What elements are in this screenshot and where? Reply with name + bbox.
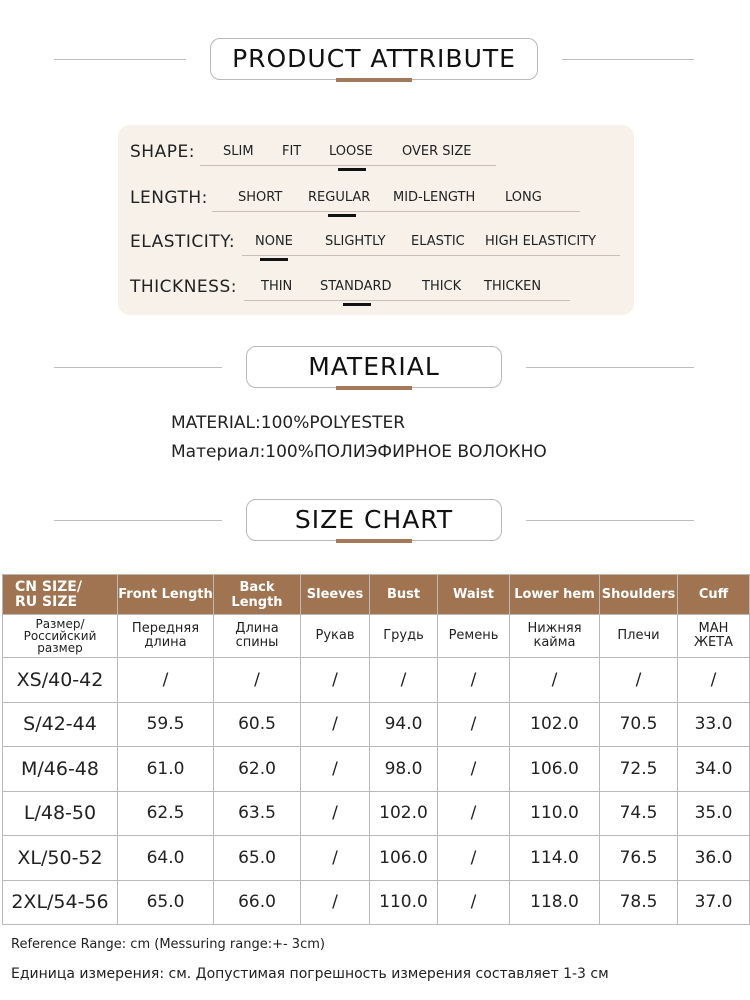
material-russian: Материал:100%ПОЛИЭФИРНОЕ ВОЛОКНО	[171, 442, 547, 462]
attribute-row-length	[130, 184, 630, 214]
table-row	[3, 702, 750, 747]
table-cell: Нижняя кайма	[510, 615, 600, 658]
attribute-option: SHORT	[238, 190, 283, 205]
size-chart-title	[246, 499, 502, 541]
divider-right	[526, 520, 694, 521]
table-cell: /	[370, 658, 438, 703]
table-cell: /	[118, 658, 214, 703]
table-cell: 78.5	[600, 880, 678, 925]
table-cell: /	[510, 658, 600, 703]
divider-left	[54, 367, 222, 368]
table-cell: 102.0	[510, 702, 600, 747]
title-accent-bar	[336, 539, 412, 543]
table-cell: /	[438, 658, 510, 703]
attribute-underline	[244, 300, 570, 301]
selected-marker	[260, 258, 288, 261]
table-cell: 102.0	[370, 791, 438, 836]
attribute-underline	[242, 255, 620, 256]
size-chart-table	[2, 574, 750, 925]
attribute-label: THICKNESS:	[130, 277, 237, 297]
table-row	[3, 836, 750, 881]
table-cell: /	[301, 747, 370, 792]
attribute-underline	[212, 211, 580, 212]
table-cell: 76.5	[600, 836, 678, 881]
table-cell: /	[301, 791, 370, 836]
table-cell: /	[438, 836, 510, 881]
table-header-english	[3, 575, 750, 615]
table-cell: /	[438, 880, 510, 925]
selected-marker	[338, 168, 366, 171]
attribute-option: STANDARD	[320, 279, 392, 294]
divider-right	[526, 367, 694, 368]
product-attribute-title-text: PRODUCT ATTRIBUTE	[232, 44, 516, 73]
table-cell: 34.0	[678, 747, 750, 792]
table-cell: Передняя длина	[118, 615, 214, 658]
table-cell: /	[301, 702, 370, 747]
attribute-option: SLIGHTLY	[325, 234, 386, 249]
table-cell: 110.0	[370, 880, 438, 925]
table-cell: 66.0	[214, 880, 301, 925]
attribute-option: NONE	[255, 234, 293, 249]
table-cell: 35.0	[678, 791, 750, 836]
table-cell: 118.0	[510, 880, 600, 925]
table-cell: /	[301, 658, 370, 703]
table-cell: /	[301, 836, 370, 881]
table-cell: 98.0	[370, 747, 438, 792]
table-cell: 94.0	[370, 702, 438, 747]
table-cell: 62.5	[118, 791, 214, 836]
title-accent-bar	[336, 386, 412, 390]
table-cell: МАН ЖЕТА	[678, 615, 750, 658]
attribute-label: ELASTICITY:	[130, 232, 236, 252]
table-row	[3, 658, 750, 703]
table-cell: Cuff	[678, 575, 750, 615]
product-attribute-title	[210, 38, 538, 80]
material-header	[0, 346, 750, 390]
size-label-cell: Размер/ Российский размер	[3, 615, 118, 658]
attribute-label: SHAPE:	[130, 142, 195, 162]
size-label-cell: M/46-48	[3, 747, 118, 792]
table-cell: /	[438, 747, 510, 792]
product-attribute-header	[0, 38, 750, 82]
size-chart-header	[0, 499, 750, 543]
table-row	[3, 791, 750, 836]
attribute-label: LENGTH:	[130, 188, 208, 208]
table-cell: 33.0	[678, 702, 750, 747]
table-cell: Back Length	[214, 575, 301, 615]
table-cell: 65.0	[214, 836, 301, 881]
attribute-row-thickness	[130, 273, 630, 303]
table-cell: 37.0	[678, 880, 750, 925]
attribute-option: SLIM	[223, 144, 254, 159]
table-cell: 64.0	[118, 836, 214, 881]
table-cell: /	[438, 702, 510, 747]
table-cell: /	[214, 658, 301, 703]
table-cell: Waist	[438, 575, 510, 615]
table-cell: 60.5	[214, 702, 301, 747]
table-cell: 74.5	[600, 791, 678, 836]
table-cell: Sleeves	[301, 575, 370, 615]
size-label-cell: L/48-50	[3, 791, 118, 836]
reference-range-note: Reference Range: cm (Messuring range:+- 3cm)	[11, 937, 325, 952]
attribute-panel	[118, 125, 634, 315]
selected-marker	[328, 214, 356, 217]
attribute-option: HIGH ELASTICITY	[485, 234, 597, 249]
table-cell: 106.0	[510, 747, 600, 792]
table-cell: /	[678, 658, 750, 703]
table-cell: Front Length	[118, 575, 214, 615]
table-header-russian	[3, 615, 750, 658]
title-accent-bar	[336, 78, 412, 82]
table-cell: 65.0	[118, 880, 214, 925]
attribute-option: OVER SIZE	[402, 144, 472, 159]
attribute-row-shape	[130, 138, 630, 168]
table-cell: /	[600, 658, 678, 703]
table-cell: Плечи	[600, 615, 678, 658]
table-cell: 106.0	[370, 836, 438, 881]
size-label-cell: XS/40-42	[3, 658, 118, 703]
attribute-option: FIT	[282, 144, 302, 159]
material-title-text: MATERIAL	[308, 352, 440, 381]
table-cell: 114.0	[510, 836, 600, 881]
attribute-option: ELASTIC	[411, 234, 465, 249]
divider-left	[54, 59, 186, 60]
table-cell: 110.0	[510, 791, 600, 836]
attribute-option: REGULAR	[308, 190, 371, 205]
material-english: MATERIAL:100%POLYESTER	[171, 413, 406, 433]
table-cell: 62.0	[214, 747, 301, 792]
table-cell: 36.0	[678, 836, 750, 881]
size-label-cell: S/42-44	[3, 702, 118, 747]
attribute-option: MID-LENGTH	[393, 190, 476, 205]
attribute-option: LOOSE	[329, 144, 373, 159]
measurement-note-russian: Единица измерения: см. Допустимая погрешность измерения составляет 1-3 см	[11, 966, 609, 982]
table-row	[3, 747, 750, 792]
size-label-cell: CN SIZE/ RU SIZE	[3, 575, 118, 615]
attribute-option: THICK	[422, 279, 462, 294]
attribute-row-elasticity	[130, 228, 630, 258]
attribute-option: THICKEN	[484, 279, 542, 294]
attribute-underline	[200, 165, 496, 166]
table-cell: 63.5	[214, 791, 301, 836]
table-cell: Рукав	[301, 615, 370, 658]
divider-left	[54, 520, 222, 521]
material-title	[246, 346, 502, 388]
size-chart-title-text: SIZE CHART	[294, 505, 454, 534]
table-cell: 70.5	[600, 702, 678, 747]
attribute-option: THIN	[261, 279, 293, 294]
table-cell: Грудь	[370, 615, 438, 658]
size-label-cell: 2XL/54-56	[3, 880, 118, 925]
table-cell: /	[301, 880, 370, 925]
attribute-option: LONG	[505, 190, 542, 205]
selected-marker	[343, 303, 371, 306]
table-cell: 72.5	[600, 747, 678, 792]
table-cell: 59.5	[118, 702, 214, 747]
table-cell: /	[438, 791, 510, 836]
table-cell: 61.0	[118, 747, 214, 792]
table-cell: Lower hem	[510, 575, 600, 615]
table-row	[3, 880, 750, 925]
table-cell: Shoulders	[600, 575, 678, 615]
divider-right	[562, 59, 694, 60]
size-label-cell: XL/50-52	[3, 836, 118, 881]
table-cell: Bust	[370, 575, 438, 615]
table-cell: Длина спины	[214, 615, 301, 658]
table-cell: Ремень	[438, 615, 510, 658]
